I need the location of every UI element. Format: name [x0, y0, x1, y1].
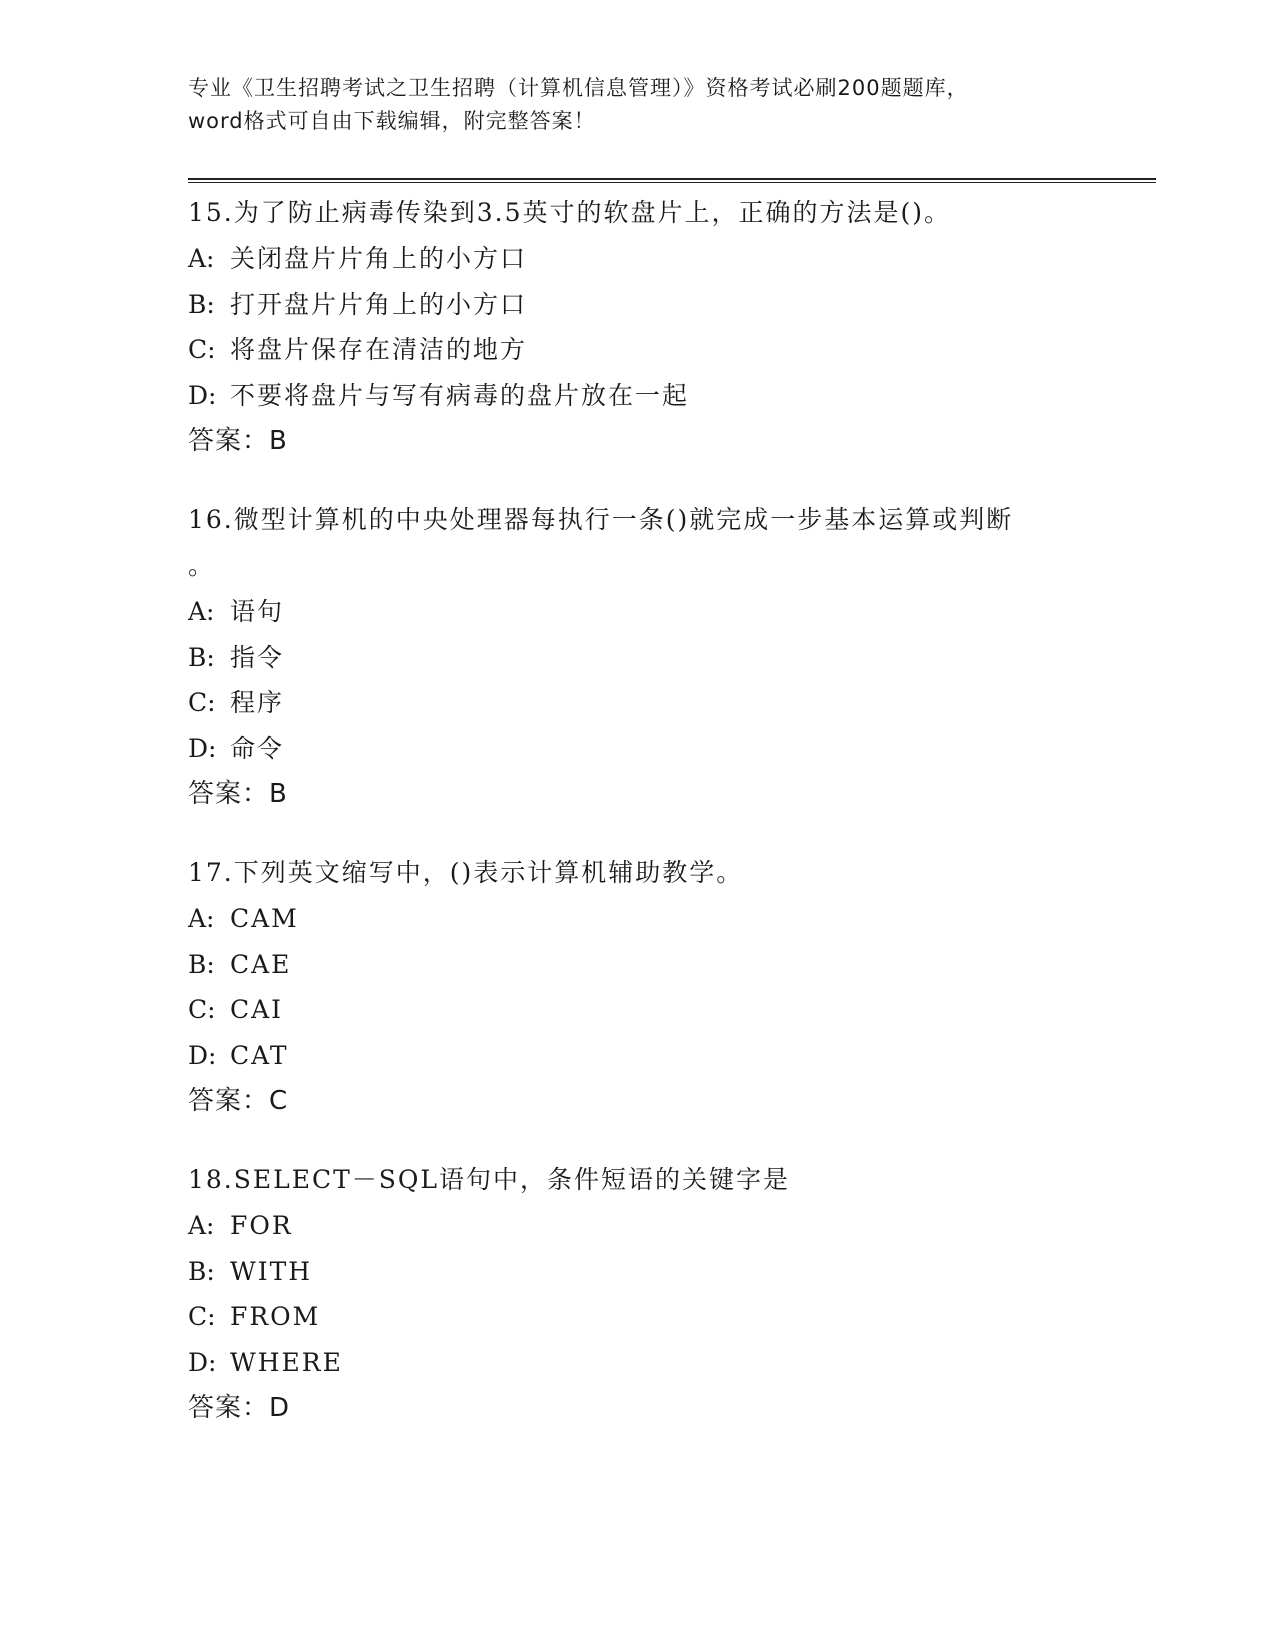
option-text: 将盘片保存在清洁的地方 — [230, 335, 528, 364]
option-text: 指令 — [230, 642, 285, 672]
option-text: CAM — [230, 904, 299, 933]
header-line-1: 专业《卫生招聘考试之卫生招聘（计算机信息管理）》资格考试必刷200题题库， — [188, 76, 969, 100]
option-text: 打开盘片片角上的小方口 — [230, 289, 528, 319]
option-a — [188, 1203, 1088, 1249]
question-16 — [188, 497, 1088, 817]
option-letter: A: — [188, 904, 215, 933]
option-letter: B: — [188, 289, 215, 319]
option-d — [188, 1340, 1088, 1386]
question-stem: 16.微型计算机的中央处理器每执行一条()就完成一步基本运算或判断 — [188, 505, 1014, 534]
option-d — [188, 373, 1088, 419]
question-stem: 18.SELECT－SQL语句中，条件短语的关键字是 — [188, 1165, 791, 1194]
option-letter: D: — [188, 380, 217, 410]
option-b — [188, 635, 1088, 681]
option-c — [188, 1294, 1088, 1340]
option-letter: C: — [188, 1302, 216, 1331]
option-a — [188, 589, 1088, 635]
option-d — [188, 726, 1088, 772]
option-letter: D: — [188, 733, 217, 763]
option-letter: A: — [188, 1211, 215, 1240]
option-text: 命令 — [230, 733, 285, 763]
header-line-2: word格式可自由下载编辑，附完整答案！ — [188, 109, 596, 133]
option-a — [188, 236, 1088, 282]
option-d — [188, 1033, 1088, 1079]
option-text: WITH — [230, 1256, 313, 1286]
option-text: CAE — [230, 949, 292, 979]
answer-line: 答案：B — [188, 426, 288, 456]
option-text: 不要将盘片与写有病毒的盘片放在一起 — [230, 380, 690, 410]
option-a — [188, 896, 1088, 942]
option-letter: C: — [188, 995, 216, 1024]
header-divider — [188, 178, 1156, 183]
option-text: 关闭盘片片角上的小方口 — [230, 244, 528, 273]
question-17 — [188, 850, 1088, 1124]
document-header — [188, 72, 1088, 138]
option-b — [188, 1249, 1088, 1295]
option-c — [188, 987, 1088, 1033]
option-text: 程序 — [230, 688, 285, 717]
option-c — [188, 680, 1088, 726]
option-text: FOR — [230, 1211, 293, 1240]
question-stem: 15.为了防止病毒传染到3.5英寸的软盘片上，正确的方法是()。 — [188, 198, 952, 227]
option-text: CAT — [230, 1040, 289, 1070]
answer-line: 答案：D — [188, 1393, 291, 1423]
question-list — [188, 190, 1088, 1464]
option-b — [188, 282, 1088, 328]
question-stem-continuation: 。 — [188, 551, 216, 580]
question-15 — [188, 190, 1088, 464]
question-18 — [188, 1157, 1088, 1431]
option-letter: B: — [188, 949, 215, 979]
option-letter: B: — [188, 642, 215, 672]
option-text: CAI — [230, 995, 284, 1024]
option-letter: D: — [188, 1040, 217, 1070]
question-stem: 17.下列英文缩写中，()表示计算机辅助教学。 — [188, 858, 744, 887]
option-letter: A: — [188, 244, 215, 273]
option-letter: C: — [188, 335, 216, 364]
option-text: WHERE — [230, 1347, 343, 1377]
option-c — [188, 327, 1088, 373]
option-b — [188, 942, 1088, 988]
option-text: FROM — [230, 1302, 321, 1331]
answer-line: 答案：C — [188, 1086, 289, 1116]
answer-line: 答案：B — [188, 779, 288, 809]
option-letter: D: — [188, 1347, 217, 1377]
option-letter: B: — [188, 1256, 215, 1286]
option-text: 语句 — [230, 597, 285, 626]
option-letter: A: — [188, 597, 215, 626]
option-letter: C: — [188, 688, 216, 717]
